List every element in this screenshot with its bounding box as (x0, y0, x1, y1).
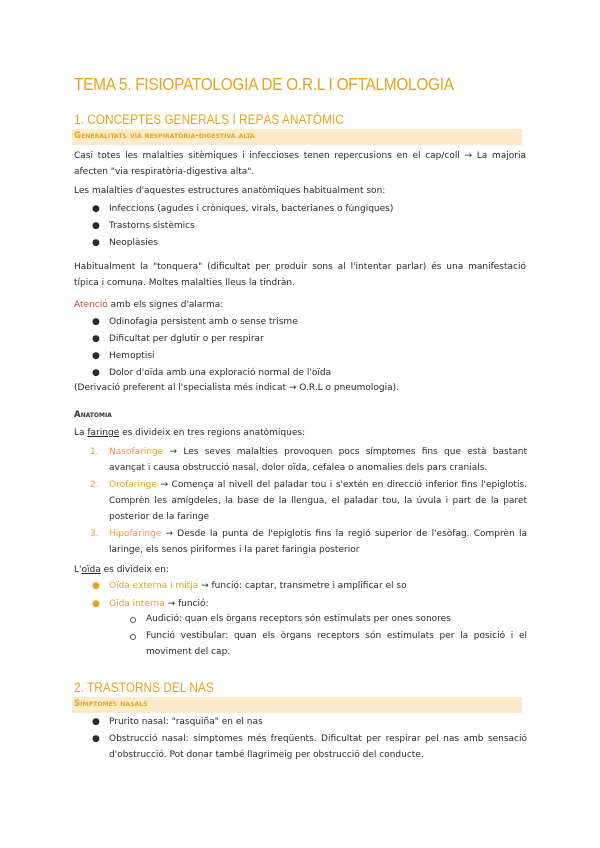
region-name: Nasofaringe (109, 447, 164, 457)
section2-subheading-bar (72, 697, 522, 713)
circle-bullet-icon (130, 634, 136, 640)
ear-part-name: Oïda interna (109, 599, 165, 609)
region-item (109, 477, 527, 525)
paragraph: Casi totes les malalties sitèmiques i infeccioses tenen repercusions en el cap/coll → La majoria afecten "via respiratòria-digestiva alta". (74, 151, 526, 177)
ear-part-text: → funció: (164, 599, 209, 609)
faringe-intro (74, 425, 526, 441)
paragraph: (Derivació preferent al l'specialista més indicat → O.R.L o pneumologia). (74, 383, 399, 393)
paragraph: Habitualment la "tonquera" (dificultat per produir sons al l'intentar parlar) és una manifestació típica i comuna. Moltes malalties lleus la tindràn. (74, 262, 526, 288)
list-item: Infeccions (agudes i cròniques, virals, bacterianes o fúngiques) (109, 204, 394, 214)
list-item: Trastorns sistèmics (109, 221, 195, 231)
faringe-word: faringe (87, 428, 120, 438)
section2-subheading: Símptomes nasals (74, 699, 148, 709)
region-number: 3. (90, 529, 99, 539)
ear-part-name: Oïda externa i mitja (109, 581, 199, 591)
anatomy-heading: Anatomia (74, 410, 112, 420)
section1-subheading-bar (72, 129, 522, 145)
oida-post: es divideix en: (100, 565, 169, 575)
bullet-icon: ● (92, 204, 100, 214)
oida-word: oïda (81, 565, 101, 575)
attention-word: Atenció (74, 300, 108, 310)
section2-heading: 2. TRASTORNS DEL NAS (74, 680, 214, 695)
region-text: → Comença al nivell del paladar tou i s'extén en direcció inferior fins l'epiglotis. Comprèn les amígdeles, la base de la llengua, el paladar tou, la úvula i part de la paret posterior de la faringe (109, 480, 527, 522)
bullet-icon: ● (92, 734, 100, 744)
section1-heading: 1. CONCEPTES GENERALS I REPÀS ANATÒMIC (74, 112, 344, 127)
bullet-icon: ● (92, 221, 100, 231)
list-item: Hemoptisi (109, 351, 155, 361)
region-text: → Les seves malalties provoquen pocs símptomes fins que està bastant avançat i causa obstrucció nasal, dolor oïda, cefalea o anomalies dels pars cranials. (109, 447, 527, 473)
sub-list-item: Funció vestibular: quan els òrgans receptors són estimulats per la posició i el moviment del cap. (146, 631, 527, 657)
faringe-post: es divideix en tres regions anatòmiques: (119, 428, 306, 438)
oida-intro (74, 562, 526, 578)
region-text: → Desde la punta de l'epiglotis fins la regió superior de l'esòfag. Comprèn la laringe, els senos piriformes i la paret faringia posterior (109, 529, 527, 555)
region-name: Orofaringe (109, 480, 157, 490)
region-name: Hipofaringe (109, 529, 162, 539)
bullet-icon: ● (92, 581, 100, 591)
sub-list-item: Audició: quan els òrgans receptors són estimulats per ones sonores (146, 614, 451, 624)
list-item: Odinofagia persistent amb o sense trisme (109, 317, 298, 327)
bullet-icon: ● (92, 351, 100, 361)
bullet-icon: ● (92, 238, 100, 248)
region-number: 1. (90, 447, 99, 457)
list-item: Prurito nasal: "rasquiña" en el nas (109, 717, 263, 727)
ear-part-text: → funció: captar, transmetre i amplificar el so (198, 581, 407, 591)
faringe-pre: La (74, 428, 88, 438)
region-number: 2. (90, 480, 99, 490)
bullet-icon: ● (92, 334, 100, 344)
bullet-icon: ● (92, 717, 100, 727)
attention-line (74, 297, 526, 313)
list-item: Dificultat per dglutir o per respirar (109, 334, 264, 344)
oida-pre: L' (74, 565, 82, 575)
section1-subheading: Generalitats via respiratòria-digestiva alta (74, 131, 255, 141)
bullet-icon: ● (92, 317, 100, 327)
list-item: Obstrucció nasal: símptomes més freqüents. Dificultat per respirar pel nas amb sensació d'obstrucció. Pot donar també llagrimeig per obstrucció del conducte. (109, 734, 527, 760)
bullet-icon: ● (92, 599, 100, 609)
document-title: TEMA 5. FISIOPATOLOGIA DE O.R.L I OFTALMOLOGIA (74, 74, 454, 94)
region-item (109, 444, 527, 476)
region-item (109, 526, 527, 558)
paragraph: Les malalties d'aquestes estructures anatòmiques habitualment son: (74, 186, 386, 196)
circle-bullet-icon (130, 617, 136, 623)
list-item: Dolor d'oïda amb una exploració normal de l'oïda (109, 368, 332, 378)
bullet-icon: ● (92, 368, 100, 378)
list-item: Neoplàsies (109, 238, 158, 248)
ear-part (109, 596, 209, 612)
attention-rest: amb els signes d'alarma: (107, 300, 224, 310)
ear-part (109, 578, 407, 594)
